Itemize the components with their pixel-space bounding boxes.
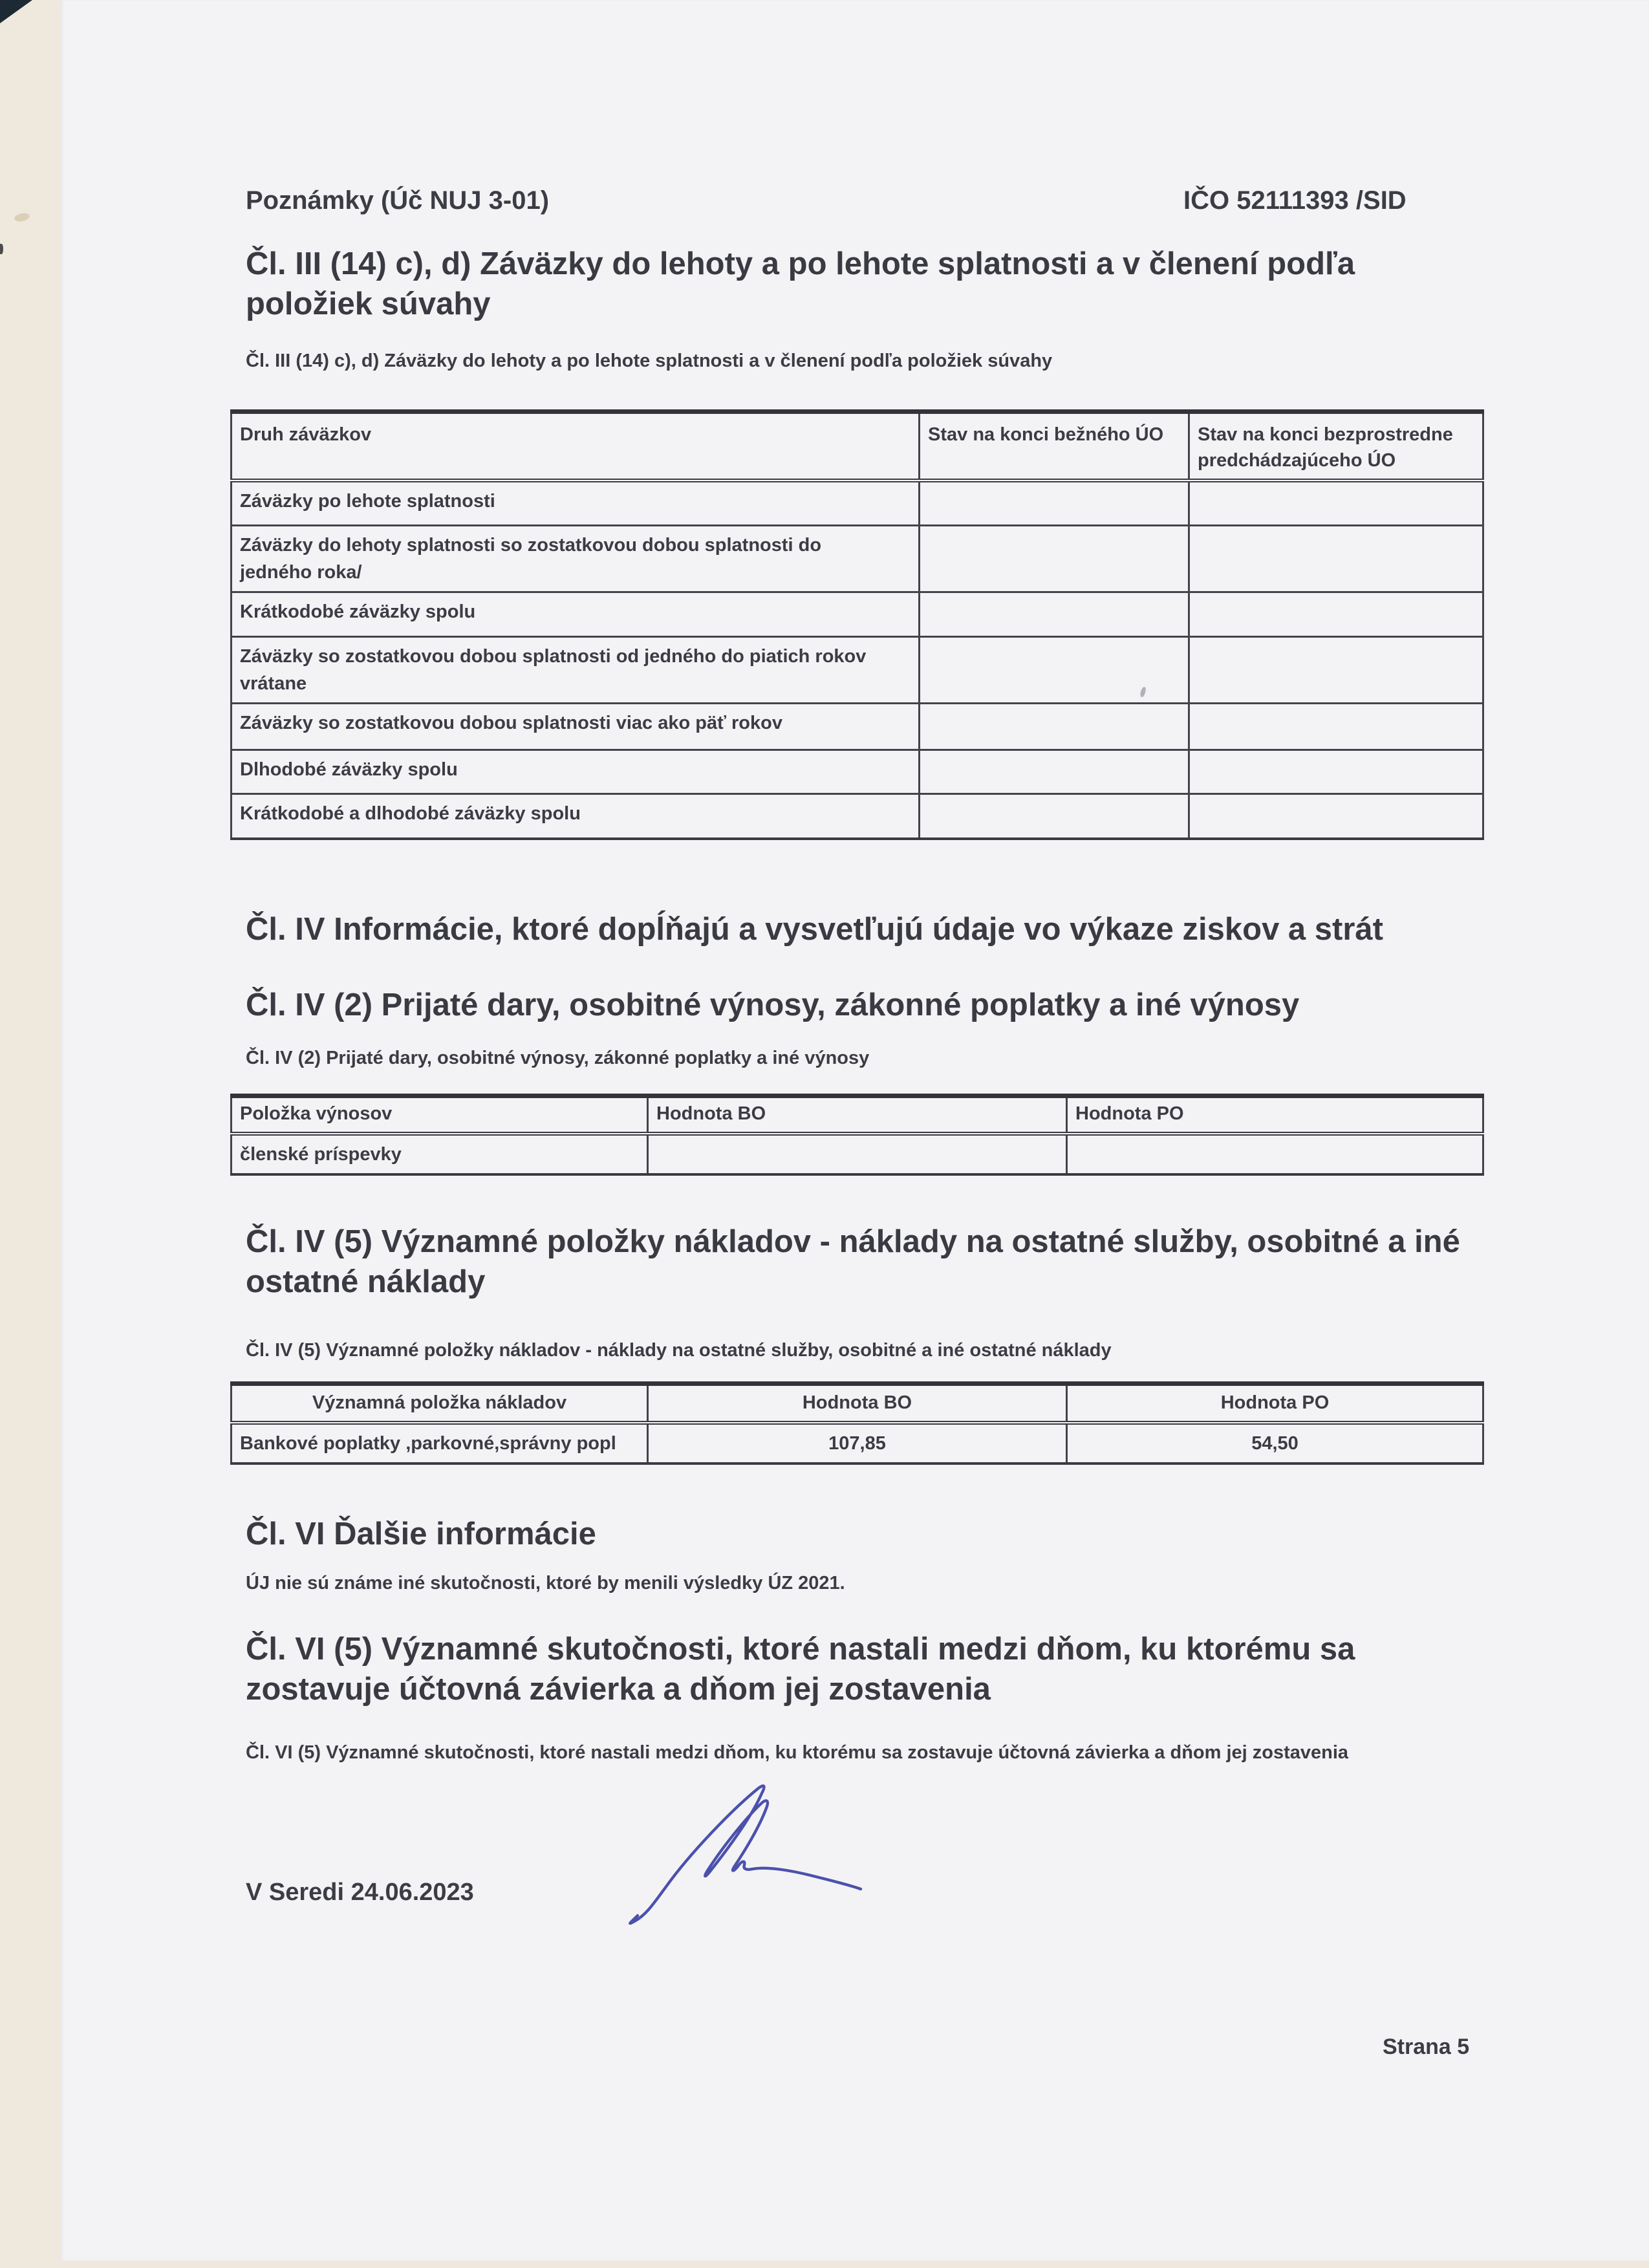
empty-cell bbox=[1189, 703, 1483, 750]
empty-cell bbox=[920, 481, 1189, 525]
costs-table-grid bbox=[230, 1381, 1484, 1465]
section-iii-subtitle: Čl. III (14) c), d) Záväzky do lehoty a po lehote splatnosti a v členení podľa položiek súvahy bbox=[246, 351, 1053, 371]
scan-edge-mark bbox=[0, 244, 3, 254]
revenue-item: členské príspevky bbox=[232, 1134, 648, 1174]
empty-cell bbox=[1189, 750, 1483, 794]
row-label: Záväzky po lehote splatnosti bbox=[232, 481, 920, 525]
col-header-druh: Druh záväzkov bbox=[232, 412, 920, 481]
empty-cell bbox=[920, 750, 1189, 794]
liabilities-table bbox=[230, 409, 1484, 840]
cost-po: 54,50 bbox=[1067, 1423, 1483, 1463]
revenue-po bbox=[1067, 1134, 1483, 1174]
cost-item: Bankové poplatky ,parkovné,správny popl bbox=[232, 1423, 648, 1463]
row-label: Krátkodobé a dlhodobé záväzky spolu bbox=[232, 794, 920, 839]
empty-cell bbox=[1189, 592, 1483, 636]
col-header-hodnota-po: Hodnota PO bbox=[1067, 1384, 1483, 1423]
empty-cell bbox=[1189, 525, 1483, 592]
col-header-polozka: Položka výnosov bbox=[232, 1096, 648, 1134]
section-iii-title: Čl. III (14) c), d) Záväzky do lehoty a po lehote splatnosti a v členení podľa položiek súvahy bbox=[246, 246, 1355, 321]
empty-cell bbox=[1189, 794, 1483, 839]
col-header-vyznamna-polozka: Významná položka nákladov bbox=[232, 1384, 648, 1423]
row-label: Krátkodobé záväzky spolu bbox=[232, 592, 920, 636]
scanner-corner-artifact bbox=[0, 0, 32, 23]
section-vi-note: ÚJ nie sú známe iné skutočnosti, ktoré by menili výsledky ÚZ 2021. bbox=[246, 1573, 845, 1593]
section-iv2-title: Čl. IV (2) Prijaté dary, osobitné výnosy, zákonné poplatky a iné výnosy bbox=[246, 988, 1300, 1022]
empty-cell bbox=[1189, 481, 1483, 525]
col-header-bezne-uo: Stav na konci bežného ÚO bbox=[920, 412, 1189, 481]
col-header-hodnota-bo: Hodnota BO bbox=[648, 1384, 1067, 1423]
empty-cell bbox=[920, 525, 1189, 592]
page-number: Strana 5 bbox=[1383, 2035, 1470, 2059]
place-and-date: V Seredi 24.06.2023 bbox=[246, 1879, 474, 1906]
section-vi5-subtitle: Čl. VI (5) Významné skutočnosti, ktoré nastali medzi dňom, ku ktorému sa zostavuje účtovná závierka a dňom jej zostavenia bbox=[246, 1742, 1349, 1763]
revenues-table-grid bbox=[230, 1094, 1484, 1176]
section-iv5-title: Čl. IV (5) Významné položky nákladov - náklady na ostatné služby, osobitné a iné ostatné náklady bbox=[246, 1224, 1460, 1299]
row-label: Záväzky do lehoty splatnosti so zostatkovou dobou splatnosti do jedného roka/ bbox=[232, 525, 920, 592]
ico-number: IČO 52111393 /SID bbox=[1183, 186, 1406, 215]
empty-cell bbox=[920, 794, 1189, 839]
row-label: Záväzky so zostatkovou dobou splatnosti viac ako päť rokov bbox=[232, 703, 920, 750]
empty-cell bbox=[1189, 636, 1483, 703]
revenues-table bbox=[230, 1094, 1484, 1176]
section-iv5-subtitle: Čl. IV (5) Významné položky nákladov - náklady na ostatné služby, osobitné a iné ostatné náklady bbox=[246, 1340, 1112, 1361]
col-header-hodnota-bo: Hodnota BO bbox=[648, 1096, 1067, 1134]
row-label: Dlhodobé záväzky spolu bbox=[232, 750, 920, 794]
col-header-hodnota-po: Hodnota PO bbox=[1067, 1096, 1483, 1134]
revenue-bo bbox=[648, 1134, 1067, 1174]
signature bbox=[618, 1772, 876, 1934]
section-iv2-subtitle: Čl. IV (2) Prijaté dary, osobitné výnosy, zákonné poplatky a iné výnosy bbox=[246, 1048, 870, 1068]
section-vi5-title: Čl. VI (5) Významné skutočnosti, ktoré nastali medzi dňom, ku ktorému sa zostavuje účtovná závierka a dňom jej zostavenia bbox=[246, 1632, 1355, 1707]
col-header-predch-uo: Stav na konci bezprostredne predchádzajúceho ÚO bbox=[1189, 412, 1483, 481]
row-label: Záväzky so zostatkovou dobou splatnosti od jedného do piatich rokov vrátane bbox=[232, 636, 920, 703]
form-title: Poznámky (Úč NUJ 3-01) bbox=[246, 186, 550, 215]
section-vi-title: Čl. VI Ďalšie informácie bbox=[246, 1517, 596, 1551]
empty-cell bbox=[920, 703, 1189, 750]
scan-smudge bbox=[14, 212, 30, 223]
liabilities-table-grid bbox=[230, 409, 1484, 840]
costs-table bbox=[230, 1381, 1484, 1465]
section-iv-title: Čl. IV Informácie, ktoré dopĺňajú a vysvetľujú údaje vo výkaze ziskov a strát bbox=[246, 912, 1383, 947]
empty-cell bbox=[920, 636, 1189, 703]
empty-cell bbox=[920, 592, 1189, 636]
cost-bo: 107,85 bbox=[648, 1423, 1067, 1463]
